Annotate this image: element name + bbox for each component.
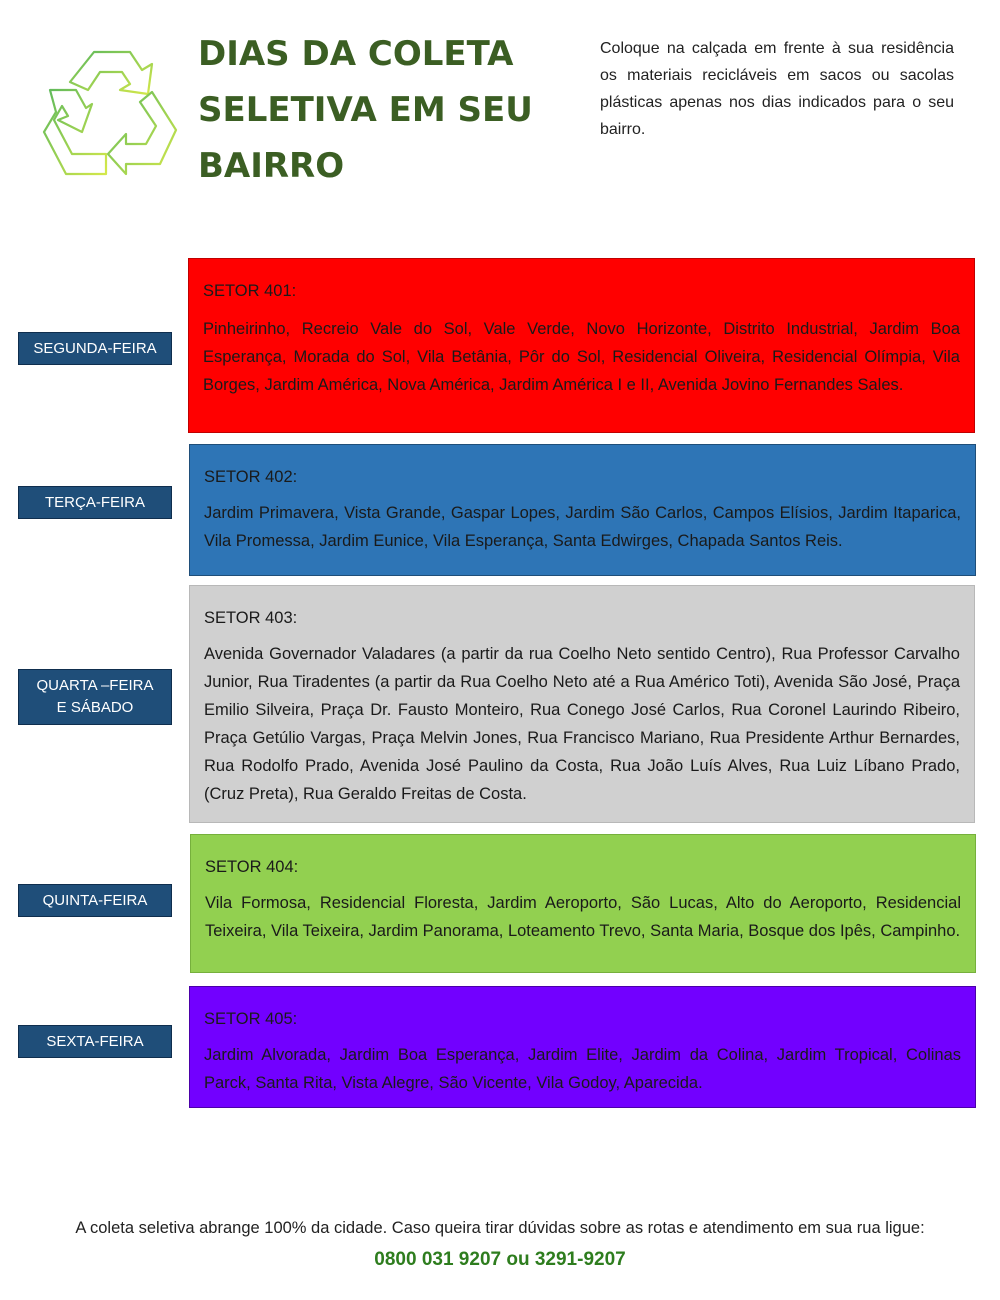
sector-box-404: [190, 834, 976, 973]
sector-title: SETOR 404:: [205, 858, 299, 876]
recycle-icon: [42, 42, 182, 177]
sector-title: SETOR 402:: [204, 468, 298, 486]
sector-title: SETOR 401:: [203, 282, 297, 300]
day-label-friday: SEXTA-FEIRA: [18, 1025, 172, 1058]
intro-text: Coloque na calçada em frente à sua residência os materiais recicláveis em sacos ou sacolas plásticas apenas nos dias indicados para o seu bairro.: [600, 40, 954, 138]
sector-neighborhoods: Avenida Governador Valadares (a partir da rua Coelho Neto sentido Centro), Rua Professor Carvalho Junior, Rua Tiradentes (a partir da Rua Coelho Neto até a Rua Américo Toti), Avenida São José, Praça Emilio Silveira, Praça Dr. Fausto Monteiro, Rua Conego José Carlos, Rua Coronel Laurindo Ribeiro, Praça Getúlio Vargas, Praça Melvin Jones, Rua Francisco Mariano, Rua Presidente Arthur Bernardes, Rua Rodolfo Prado, Avenida José Paulino da Costa, Rua João Luís Alves, Rua Luiz Líbano Prado,(Cruz Preta), Rua Geraldo Freitas de Costa.: [204, 645, 960, 803]
sector-title: SETOR 405:: [204, 1010, 298, 1028]
sector-neighborhoods: Vila Formosa, Residencial Floresta, Jardim Aeroporto, São Lucas, Alto do Aeroporto, Residencial Teixeira, Vila Teixeira, Jardim Panorama, Loteamento Trevo, Santa Maria, Bosque dos Ipês, Campinho.: [205, 894, 961, 940]
footer-phone: 0800 031 9207 ou 3291-9207: [374, 1249, 626, 1270]
day-label-thursday: QUINTA-FEIRA: [18, 884, 172, 917]
sector-neighborhoods: Pinheirinho, Recreio Vale do Sol, Vale Verde, Novo Horizonte, Distrito Industrial, Jardim Boa Esperança, Morada do Sol, Vila Betânia, Pôr do Sol, Residencial Oliveira, Residencial Olímpia, Vila Borges, Jardim América, Nova América, Jardim América I e II, Avenida Jovino Fernandes Sales.: [203, 320, 960, 394]
footer-note: A coleta seletiva abrange 100% da cidade. Caso queira tirar dúvidas sobre as rotas e atendimento em sua rua ligue:: [75, 1219, 925, 1237]
sector-neighborhoods: Jardim Primavera, Vista Grande, Gaspar Lopes, Jardim São Carlos, Campos Elísios, Jardim Itaparica, Vila Promessa, Jardim Eunice, Vila Esperança, Santa Edwirges, Chapada Santos Reis.: [204, 504, 961, 550]
sector-neighborhoods: Jardim Alvorada, Jardim Boa Esperança, Jardim Elite, Jardim da Colina, Jardim Tropical, Colinas Parck, Santa Rita, Vista Alegre, São Vicente, Vila Godoy, Aparecida.: [204, 1046, 961, 1092]
page-title: DIAS DA COLETA SELETIVA EM SEU BAIRRO: [198, 34, 533, 186]
sector-box-403: [189, 585, 975, 823]
sector-title: SETOR 403:: [204, 609, 298, 627]
sector-box-401: [188, 258, 975, 433]
sector-box-405: [189, 986, 976, 1108]
day-label-wednesday-saturday: QUARTA –FEIRA E SÁBADO: [18, 669, 172, 725]
day-label-tuesday: TERÇA-FEIRA: [18, 486, 172, 519]
sector-box-402: [189, 444, 976, 576]
day-label-monday: SEGUNDA-FEIRA: [18, 332, 172, 365]
